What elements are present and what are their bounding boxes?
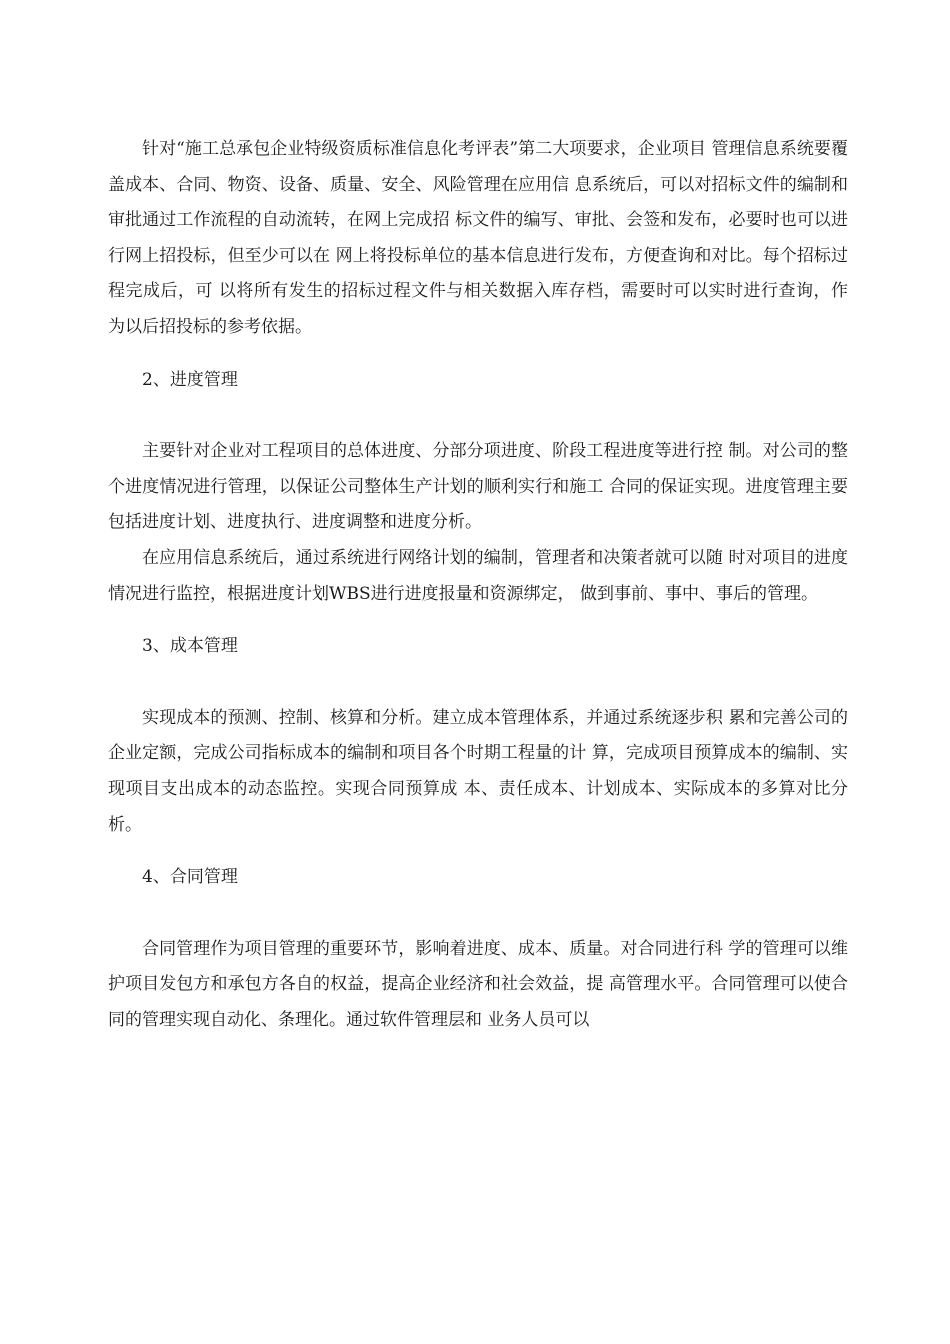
paragraph-schedule-system: 在应用信息系统后，通过系统进行网络计划的编制，管理者和决策者就可以随 时对项目的进度情况进行监控，根据进度计划WBS进行进度报量和资源绑定， 做到事前、事中、事后的管理。	[108, 547, 848, 604]
document-page	[108, 132, 848, 1038]
paragraph-schedule-scope: 主要针对企业对工程项目的总体进度、分部分项进度、阶段工程进度等进行控 制。对公司的整个进度情况进行管理，以保证公司整体生产计划的顺利实行和施工 合同的保证实现。进度管理主要包括进度计划、进度执行、进度调整和进度分析。	[108, 441, 848, 533]
heading-schedule-management: 2、进度管理	[142, 369, 238, 390]
heading-contract-management: 4、合同管理	[142, 867, 238, 888]
heading-cost-management: 3、成本管理	[142, 636, 238, 657]
paragraph-bidding-intro: 针对“施工总承包企业特级资质标准信息化考评表”第二大项要求，企业项目 管理信息系统要覆盖成本、合同、物资、设备、质量、安全、风险管理在应用信 息系统后，可以对招标文件的编制和审批通过工作流程的自动流转，在网上完成招 标文件的编写、审批、会签和发布，必要时也可以进行网上招投标，但至少可以在 网上将投标单位的基本信息进行发布，方便查询和对比。每个招标过程完成后，可 以将所有发生的招标过程文件与相关数据入库存档，需要时可以实时进行查询，作 为以后招投标的参考依据。	[108, 139, 848, 337]
paragraph-contract-management: 合同管理作为项目管理的重要环节，影响着进度、成本、质量。对合同进行科 学的管理可以维护项目发包方和承包方各自的权益，提高企业经济和社会效益，提 高管理水平。合同管理可以使合同的管理实现自动化、条理化。通过软件管理层和 业务人员可以	[108, 938, 848, 1030]
paragraph-cost-management: 实现成本的预测、控制、核算和分析。建立成本管理体系，并通过系统逐步积 累和完善公司的企业定额，完成公司指标成本的编制和项目各个时期工程量的计 算，完成项目预算成本的编制、实现项目支出成本的动态监控。实现合同预算成 本、责任成本、计划成本、实际成本的多算对比分析。	[108, 707, 848, 835]
